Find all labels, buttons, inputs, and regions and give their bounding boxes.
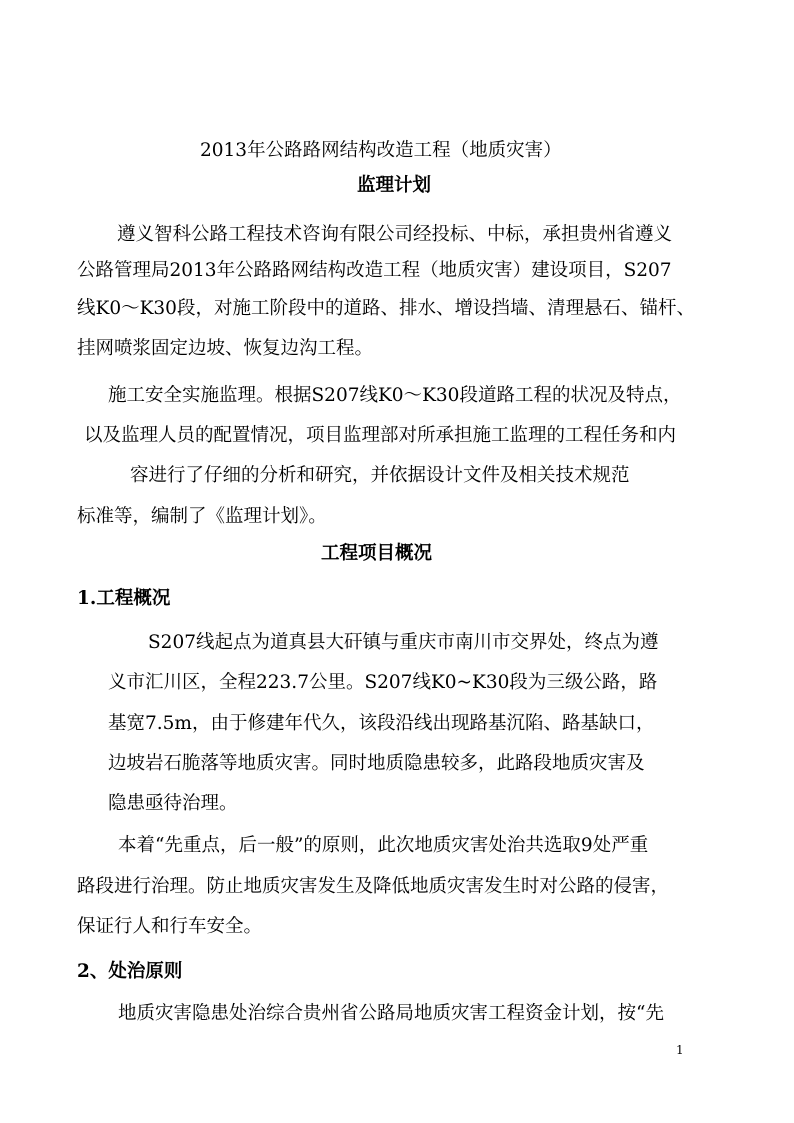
section-title: 工程项目概况 bbox=[321, 543, 433, 564]
principle-intro-line-1: 本着“先重点，后一般”的原则，此次地质灾害处治共选取9处严重 bbox=[118, 835, 649, 856]
intro-line-1: 遵义智科公路工程技术咨询有限公司经投标、中标，承担贵州省遵义 bbox=[117, 224, 673, 245]
safety-line-4: 标准等，编制了《监理计划》。 bbox=[77, 506, 327, 527]
overview-line-3: 基宽7.5m，由于修建年代久，该段沿线出现路基沉陷、路基缺口， bbox=[108, 713, 655, 734]
safety-line-2: 以及监理人员的配置情况，项目监理部对所承担施工监理的工程任务和内 bbox=[84, 425, 677, 446]
intro-line-3: 线K0～K30段，对施工阶段中的道路、排水、增设挡墙、清理悬石、锚杆、 bbox=[77, 298, 695, 319]
overview-line-5: 隐患亟待治理。 bbox=[108, 793, 238, 814]
title-line-1: 2013年公路路网结构改造工程（地质灾害） bbox=[200, 140, 562, 161]
overview-line-2: 义市汇川区，全程223.7公里。S207线K0~K30段为三级公路，路 bbox=[108, 672, 658, 693]
principle-intro-line-2: 路段进行治理。防止地质灾害发生及降低地质灾害发生时对公路的侵害， bbox=[77, 876, 670, 897]
principle-text-line-1: 地质灾害隐患处治综合贵州省公路局地质灾害工程资金计划，按“先 bbox=[118, 1003, 664, 1024]
intro-line-2: 公路管理局2013年公路路网结构改造工程（地质灾害）建设项目，S207 bbox=[77, 260, 672, 281]
safety-line-1: 施工安全实施监理。根据S207线K0～K30段道路工程的状况及特点， bbox=[108, 385, 682, 406]
intro-line-4: 挂网喷浆固定边坡、恢复边沟工程。 bbox=[77, 338, 374, 359]
safety-line-3: 容进行了仔细的分析和研究，并依据设计文件及相关技术规范 bbox=[130, 465, 630, 486]
overview-line-4: 边坡岩石脆落等地质灾害。同时地质隐患较多，此路段地质灾害及 bbox=[108, 753, 645, 774]
overview-line-1: S207线起点为道真县大矸镇与重庆市南川市交界处，终点为遵 bbox=[148, 632, 659, 653]
title-line-2: 监理计划 bbox=[357, 175, 432, 196]
heading-1: 1.工程概况 bbox=[77, 588, 171, 609]
heading-2: 2、处治原则 bbox=[77, 961, 183, 982]
page-number: 1 bbox=[676, 1043, 684, 1057]
principle-intro-line-3: 保证行人和行车安全。 bbox=[77, 916, 263, 937]
